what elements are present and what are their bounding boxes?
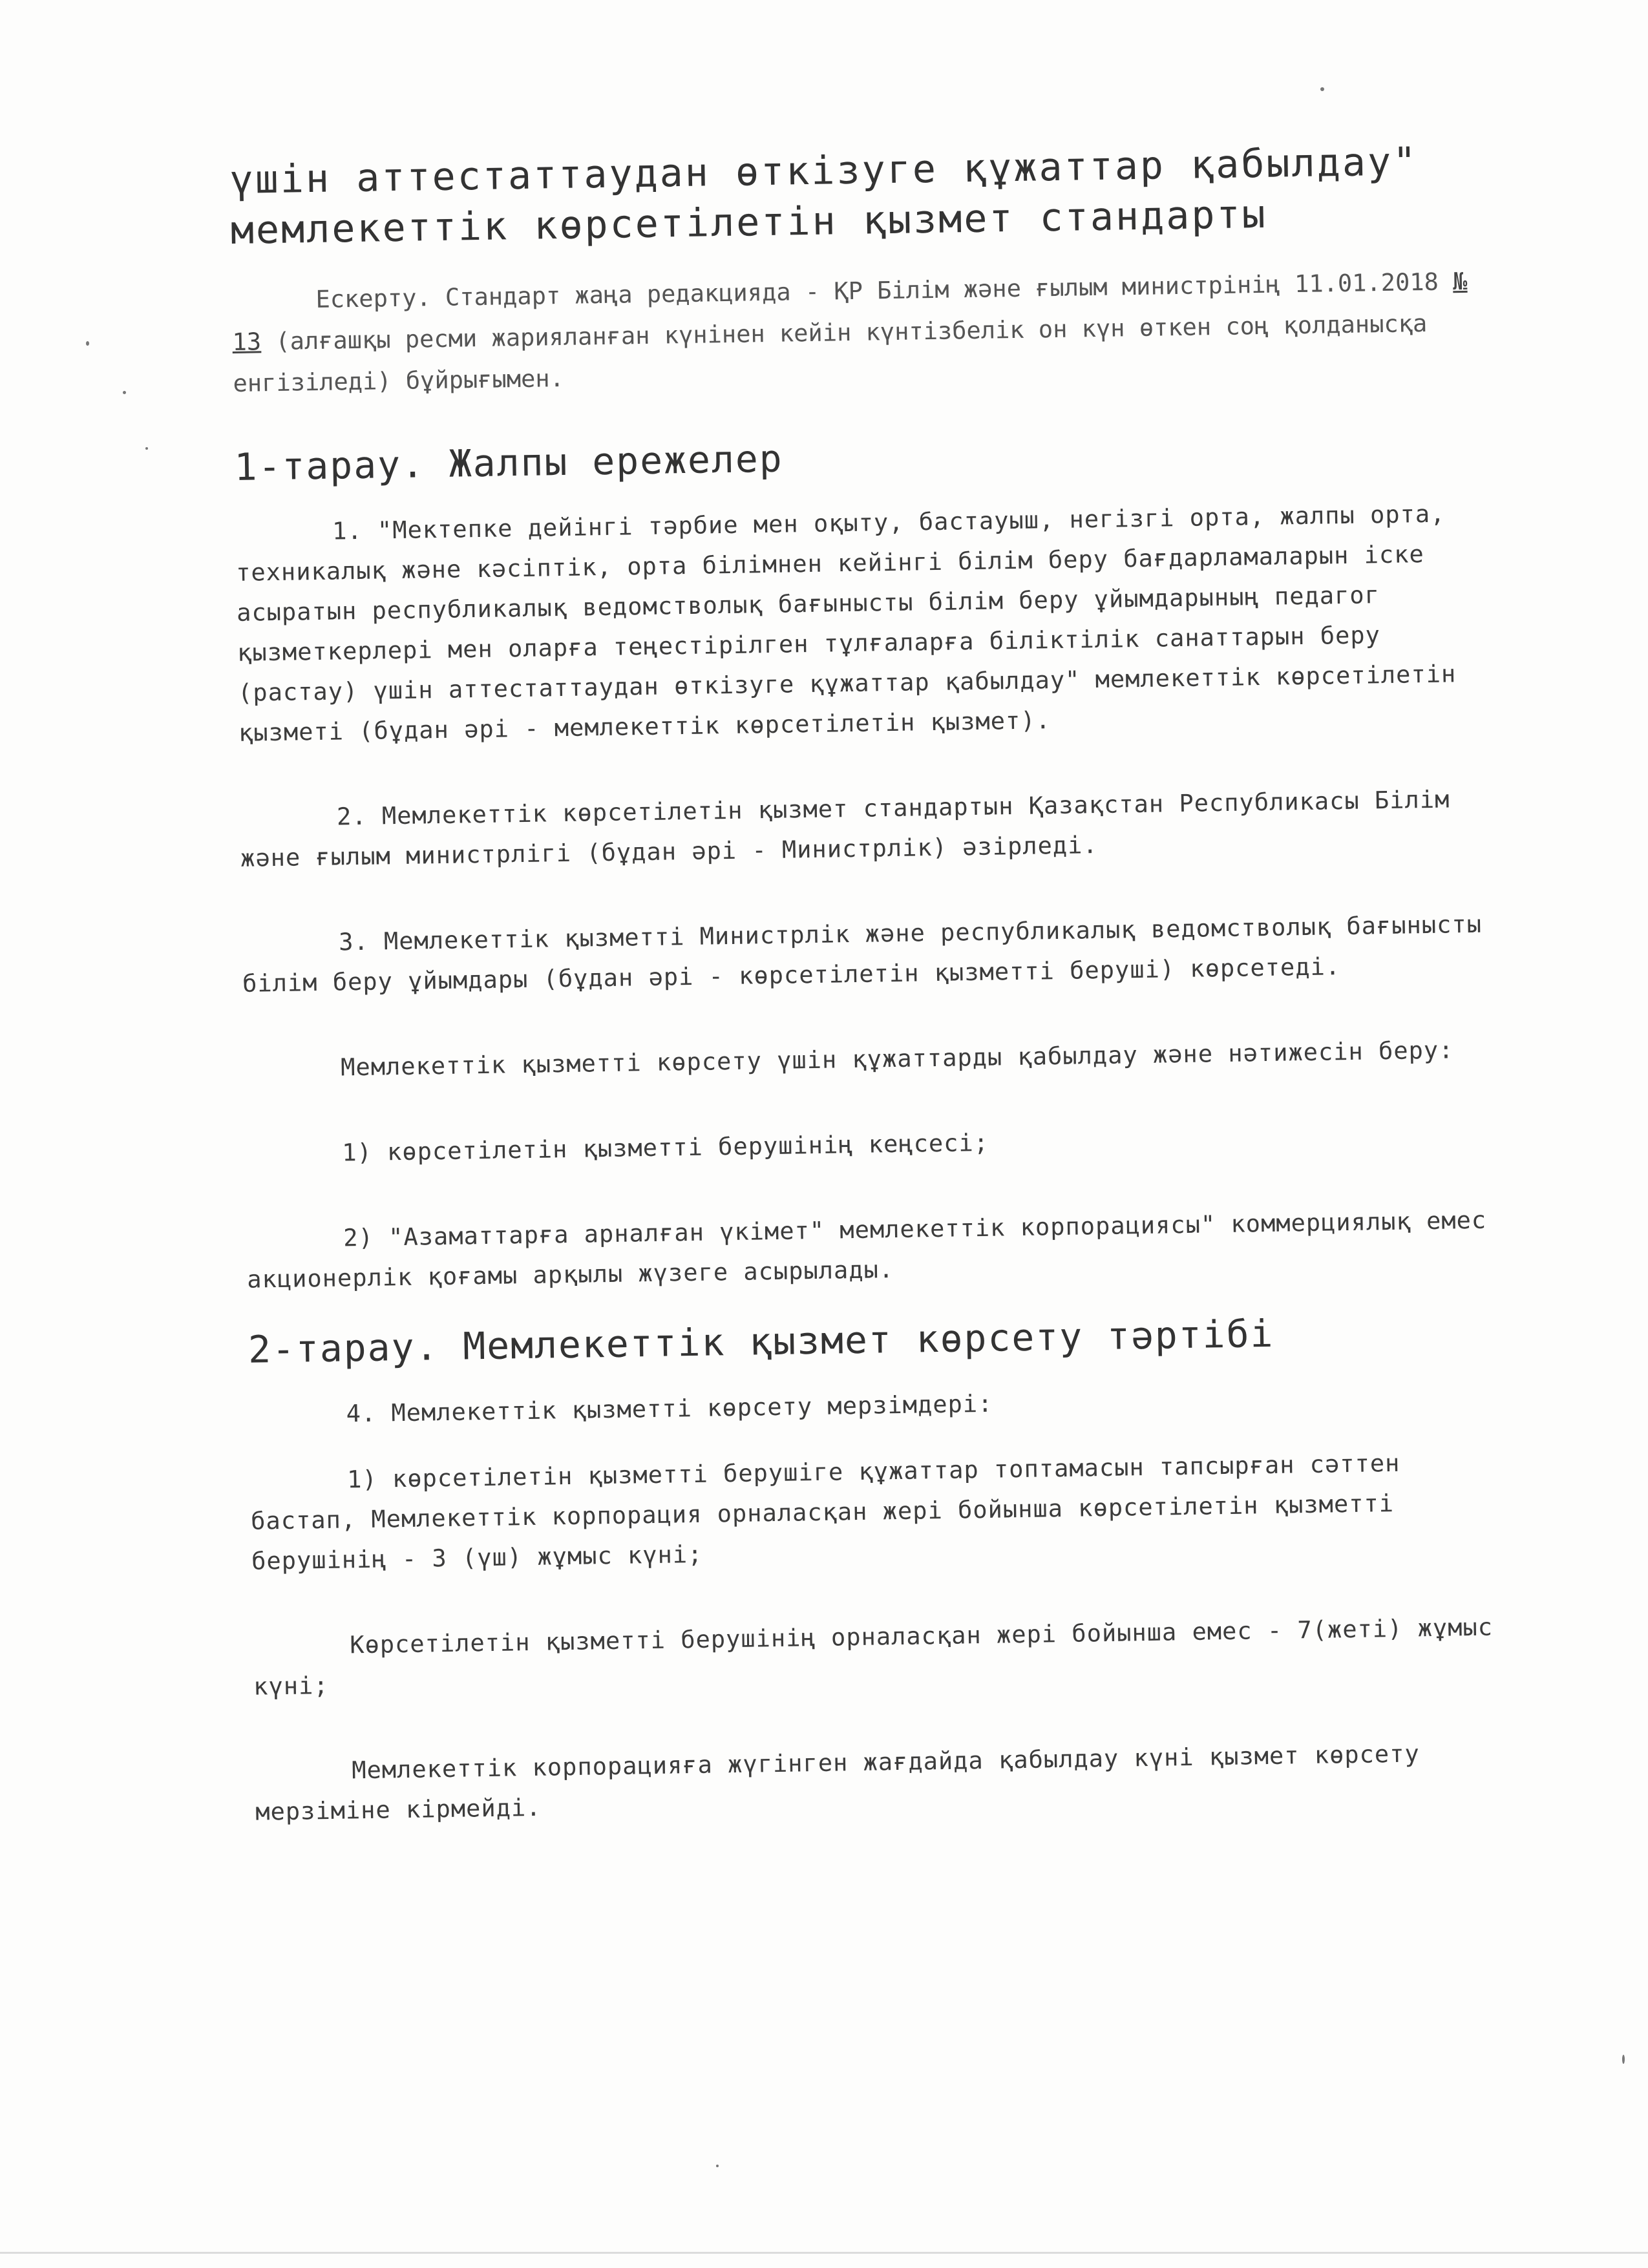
order-link[interactable]: № 13 xyxy=(232,267,1468,356)
paragraph-3: 3. Мемлекеттік қызметті Министрлік және республикалық ведомстволық бағынысты білім беру ұйымдары (бұдан әрі - көрсетілетін қызметті беруші) көрсетеді. xyxy=(242,910,1483,998)
chapter-2-heading: 2-тарау. Мемлекеттік қызмет көрсету тәртібі xyxy=(248,1311,1274,1372)
paragraph-1: 1. "Мектепке дейінгі тәрбие мен оқыту, бастауыш, негізгі орта, жалпы орта, техникалық және кәсіптік, орта білімнен кейінгі білім беру бағдарламаларын іске асыратын республикалық ведомстволық бағынысты білім беру ұйымдарының педагог қызметкерлері мен оларға теңестірілген тұлғаларға біліктілік санаттарын беру (растау) үшін аттестаттаудан өткізуге құжаттар қабылдау" мемлекеттік көрсетілетін қызметі (бұдан әрі - мемлекеттік көрсетілетін қызмет). xyxy=(235,499,1457,747)
scan-bottom-edge xyxy=(0,2252,1648,2254)
scan-speck xyxy=(145,447,148,450)
document-title-line: үшін аттестаттаудан өткізуге құжаттар қабылдау" xyxy=(229,139,1419,203)
amendment-note-text: Ескерту. Стандарт жаңа редакцияда - ҚР Білім және ғылым министрінің 11.01.2018 xyxy=(315,268,1453,313)
chapter-1-heading: 1-тарау. Жалпы ережелер xyxy=(234,436,784,489)
list-item-term-1: 1) көрсетілетін қызметті берушіге құжаттар топтамасын тапсырған сәттен бастап, Мемлекеттік корпорация орналасқан жері бойынша көрсетілетін қызметті берушінің - 3 (үш) жұмыс күні; xyxy=(250,1449,1400,1575)
amendment-note-text: (алғашқы ресми жарияланған күнінен кейін күнтізбелік он күн өткен соң қолданысқа енгізіледі) бұйрығымен. xyxy=(233,309,1428,397)
paragraph-2: 2. Мемлекеттік көрсетілетін қызмет стандартын Қазақстан Республикасы Білім және ғылым министрлігі (бұдан әрі - Министрлік) әзірледі. xyxy=(240,785,1450,872)
amendment-note xyxy=(231,261,1474,404)
scan-speck xyxy=(716,2165,719,2167)
paragraph-acceptance-day: Мемлекеттік корпорацияға жүгінген жағдайда қабылдау күні қызмет көрсету мерзіміне кірмейді. xyxy=(255,1739,1421,1826)
scan-speck xyxy=(123,391,126,394)
paragraph-service-delivery: Мемлекеттік қызметті көрсету үшін құжаттарды қабылдау және нәтижесін беру: xyxy=(340,1036,1454,1082)
paragraph-4: 4. Мемлекеттік қызметті көрсету мерзімдері: xyxy=(346,1389,993,1428)
document-title-line: мемлекеттік көрсетілетін қызмет стандарты xyxy=(230,191,1268,253)
document-body xyxy=(229,136,1497,1878)
list-item-provider-office: 1) көрсетілетін қызметті берушінің кеңсесі; xyxy=(341,1128,989,1167)
scan-speck xyxy=(1622,2055,1625,2064)
scan-speck xyxy=(1320,87,1324,91)
document-title xyxy=(229,136,1472,256)
scan-speck xyxy=(86,341,89,346)
list-item-state-corporation: 2) "Азаматтарға арналған үкімет" мемлекеттік корпорациясы" коммерциялық емес акционерлік қоғамы арқылы жүзеге асырылады. xyxy=(247,1206,1487,1294)
paragraph-term-7-days: Көрсетілетін қызметті берушінің орналасқан жері бойынша емес - 7(жеті) жұмыс күні; xyxy=(253,1613,1494,1701)
